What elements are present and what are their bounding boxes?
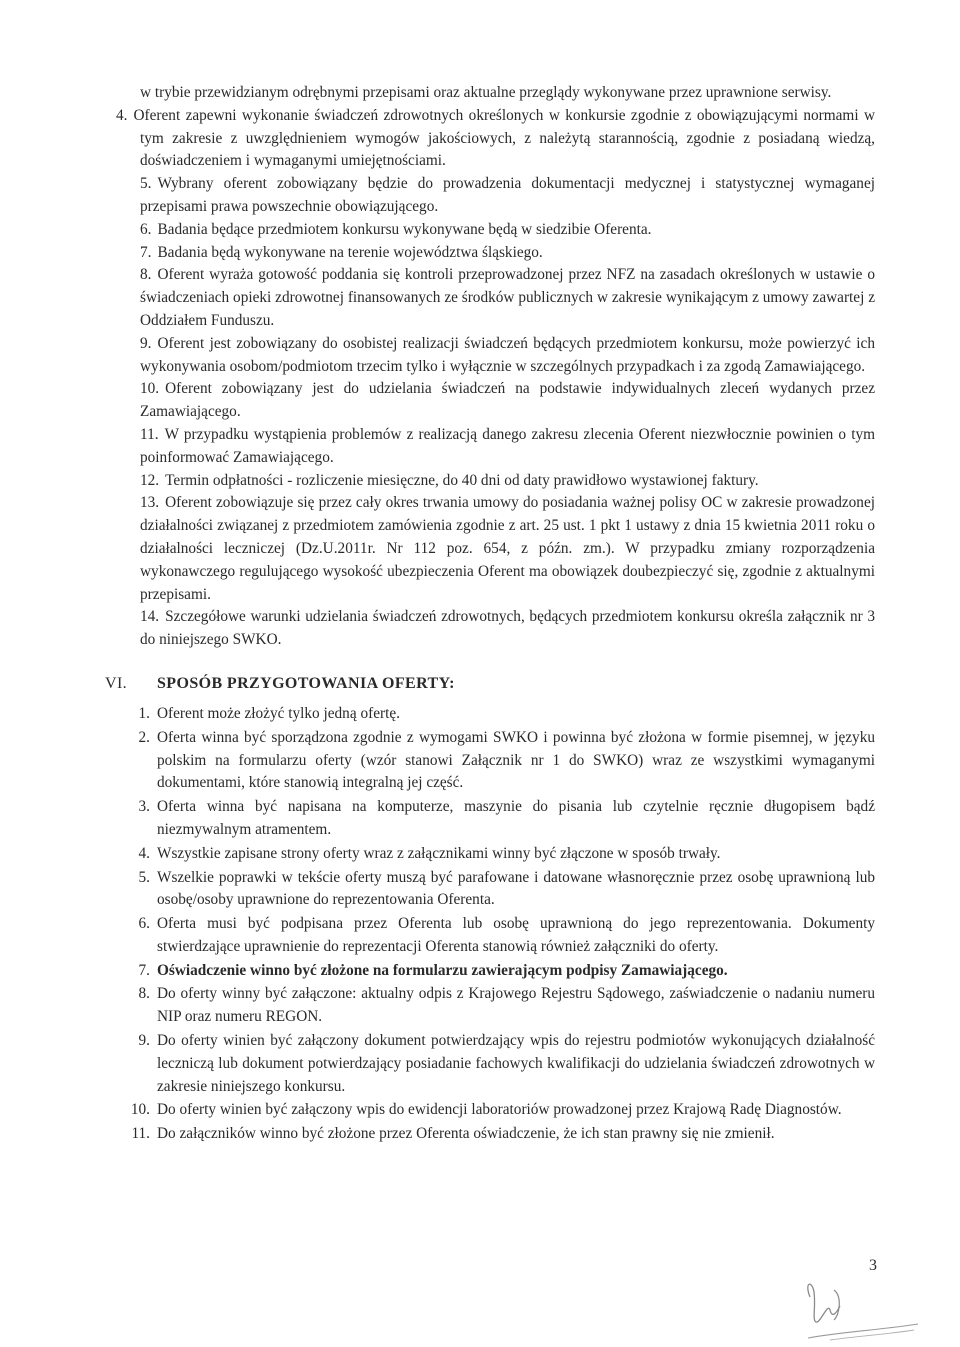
- list-item: [140, 1030, 875, 1098]
- list-item-number: 12.: [140, 471, 160, 489]
- list-item-text: Oferent zobowiązuje się przez cały okres trwania umowy do posiadania ważnej polisy OC w zakresie prowadzonej działalności związanej z przedmiotem zamówienia zgodnie z art. 25 ust. 1 pkt 1 ustawy z dnia 15 kwietnia 2011 roku o działalności leczniczej (Dz.U.2011r. Nr 112 poz. 654, z późn. zm.). W przypadku zmiany rozporządzenia wykonawczego regulującego wysokość ubezpieczenia Oferent ma obowiązek doubezpieczyć się, zgodnie z aktualnymi przepisami.: [140, 494, 875, 603]
- list-item-number: 13.: [140, 494, 160, 512]
- list-item: [140, 424, 875, 470]
- list-item: [140, 960, 875, 983]
- list-item-number: 7.: [140, 243, 152, 261]
- list-item-number: 14.: [140, 608, 160, 626]
- list-item-number: 11.: [131, 1125, 150, 1143]
- list-item-text: Badania będące przedmiotem konkursu wykonywane będą w siedzibie Oferenta.: [157, 220, 652, 238]
- list-item: [116, 105, 875, 173]
- list-item-number: 6.: [138, 915, 150, 933]
- section-number: VI.: [105, 674, 128, 692]
- list-item: [140, 867, 875, 913]
- list-item: [140, 333, 875, 379]
- list-item-text: Do oferty winny być załączone: aktualny odpis z Krajowego Rejestru Sądowego, zaświadczenie o nadaniu numeru NIP oraz numeru REGON.: [157, 985, 875, 1026]
- list-item-text: Wybrany oferent zobowiązany będzie do prowadzenia dokumentacji medycznej i statystycznej wymaganej przepisami prawa powszechnie obowiązującego.: [140, 175, 875, 215]
- list-item-text: Szczegółowe warunki udzielania świadczeń zdrowotnych, będących przedmiotem konkursu określa załącznik nr 3 do niniejszego SWKO.: [140, 608, 875, 649]
- list-item-text: Do oferty winien być załączony wpis do ewidencji laboratoriów prowadzonej przez Krajową Radę Diagnostów.: [157, 1101, 842, 1119]
- list-item: [140, 606, 875, 652]
- list-item-number: 9.: [138, 1032, 150, 1050]
- list-item-text: Oferent wyraża gotowość poddania się kontroli przeprowadzonej przez NFZ na zasadach określonych w ustawie o świadczeniach opieki zdrowotnej finansowanych ze środków publicznych w zakresie wynikającym z umowy zawartej z Oddziałem Funduszu.: [140, 266, 875, 329]
- handwritten-initials-signature: [790, 1262, 930, 1342]
- list-item-text: Wszystkie zapisane strony oferty wraz z załącznikami winny być złączone w sposób trwały.: [157, 844, 721, 862]
- list-item-text: Oferent jest zobowiązany do osobistej realizacji świadczeń będących przedmiotem konkursu, może powierzyć ich wykonywania osobom/podmiotom trzecim tylko i wyłącznie w szczególnych przypadkach i za zgodą Zamawiającego.: [140, 334, 875, 375]
- list-item-number: 1.: [138, 704, 150, 722]
- list-item-number: 5.: [138, 868, 150, 886]
- list-item-number: 9.: [140, 334, 152, 352]
- list-item: [131, 1123, 875, 1146]
- list-item-text: Do oferty winien być załączony dokument potwierdzający wpis do rejestru podmiotów wykonujących działalność leczniczą lub dokument potwierdzający posiadanie fachowych kwalifikacji do udzielania świadczeń zdrowotnych w zakresie niniejszego konkursu.: [157, 1032, 875, 1095]
- list-item-text: Oferta musi być podpisana przez Oferenta lub osobę uprawnioną do jego reprezentowania. Dokumenty stwierdzające uprawnienie do reprezentacji Oferenta stanowią również załączniki do oferty.: [157, 915, 875, 955]
- list-item: [140, 796, 875, 842]
- list-item: [140, 264, 875, 332]
- list-item-text: Oferent może złożyć tylko jedną ofertę.: [157, 704, 400, 722]
- list-item-number: 2.: [138, 728, 150, 746]
- document-body: [105, 82, 875, 1147]
- list-item-text: Oferta winna być sporządzona zgodnie z wymogami SWKO i powinna być złożona w formie pisemnej, w języku polskim na formularzu oferty (wzór stanowi Załącznik nr 1 do SWKO) wraz ze wszystkimi wymaganymi dokumentami, które stanowią integralną jej część.: [157, 728, 875, 792]
- list-item-text: Do załączników winno być złożone przez Oferenta oświadczenie, że ich stan prawny się nie zmienił.: [157, 1125, 775, 1143]
- list-item: [140, 242, 875, 265]
- list-item-number: 4.: [116, 106, 128, 124]
- list-item: [140, 703, 875, 726]
- list-item: [140, 983, 875, 1029]
- list-item-number: 3.: [138, 798, 150, 816]
- list-item: [130, 1099, 875, 1122]
- list-item-text: Oferent zapewni wykonanie świadczeń zdrowotnych określonych w konkursie zgodnie z obowiązującymi normami w tym zakresie z uwzględnieniem wymogów jakościowych, z należytą starannością, zgodnie z posiadaną wiedzą, doświadczeniem i wymaganymi umiejętnościami.: [133, 106, 875, 170]
- list-item: [140, 378, 875, 424]
- list-item: [140, 173, 875, 219]
- continuation-paragraph: w trybie przewidzianym odrębnymi przepisami oraz aktualne przeglądy wykonywane przez uprawnione serwisy.: [140, 84, 832, 101]
- list-item-text: Oferta winna być napisana na komputerze, maszynie do pisania lub czytelnie ręcznie długopisem bądź niezmywalnym atramentem.: [157, 798, 875, 838]
- list-item-number: 7.: [138, 961, 150, 979]
- list-item-number: 10.: [130, 1101, 150, 1119]
- list-item-text: Termin odpłatności - rozliczenie miesięczne, do 40 dni od daty prawidłowo wystawionej faktury.: [165, 471, 759, 489]
- list-item-text: Badania będą wykonywane na terenie województwa śląskiego.: [157, 243, 543, 261]
- section-title: SPOSÓB PRZYGOTOWANIA OFERTY:: [157, 674, 455, 692]
- list-item-text: Oferent zobowiązany jest do udzielania świadczeń na podstawie indywidualnych zleceń wydanych przez Zamawiającego.: [140, 380, 875, 421]
- list-item-number: 8.: [138, 985, 150, 1003]
- list-item-number: 6.: [140, 220, 152, 238]
- list-item: [140, 843, 875, 866]
- terms-list: [116, 105, 875, 652]
- list-item-number: 8.: [140, 266, 152, 284]
- list-item-number: 11.: [140, 425, 159, 443]
- list-item-number: 4.: [138, 844, 150, 862]
- page-number: 3: [869, 1257, 877, 1274]
- list-item: [140, 470, 875, 493]
- list-item-text: Wszelkie poprawki w tekście oferty muszą być parafowane i datowane własnoręcznie przez osobę uprawnioną lub osobę/osoby uprawnione do reprezentowania Oferenta.: [157, 868, 875, 909]
- list-item: [140, 219, 875, 242]
- list-item-text: Oświadczenie winno być złożone na formularzu zawierającym podpisy Zamawiającego.: [157, 961, 728, 979]
- section-heading: [105, 674, 875, 701]
- list-item-number: 5.: [140, 175, 152, 193]
- list-item: [140, 727, 875, 795]
- list-item: [140, 913, 875, 959]
- list-item: [140, 492, 875, 606]
- list-item-number: 10.: [140, 380, 160, 398]
- offer-preparation-list: [130, 703, 875, 1146]
- list-item-text: W przypadku wystąpienia problemów z realizacją danego zakresu zlecenia Oferent niezwłocznie powinien o tym poinformować Zamawiającego.: [140, 425, 875, 466]
